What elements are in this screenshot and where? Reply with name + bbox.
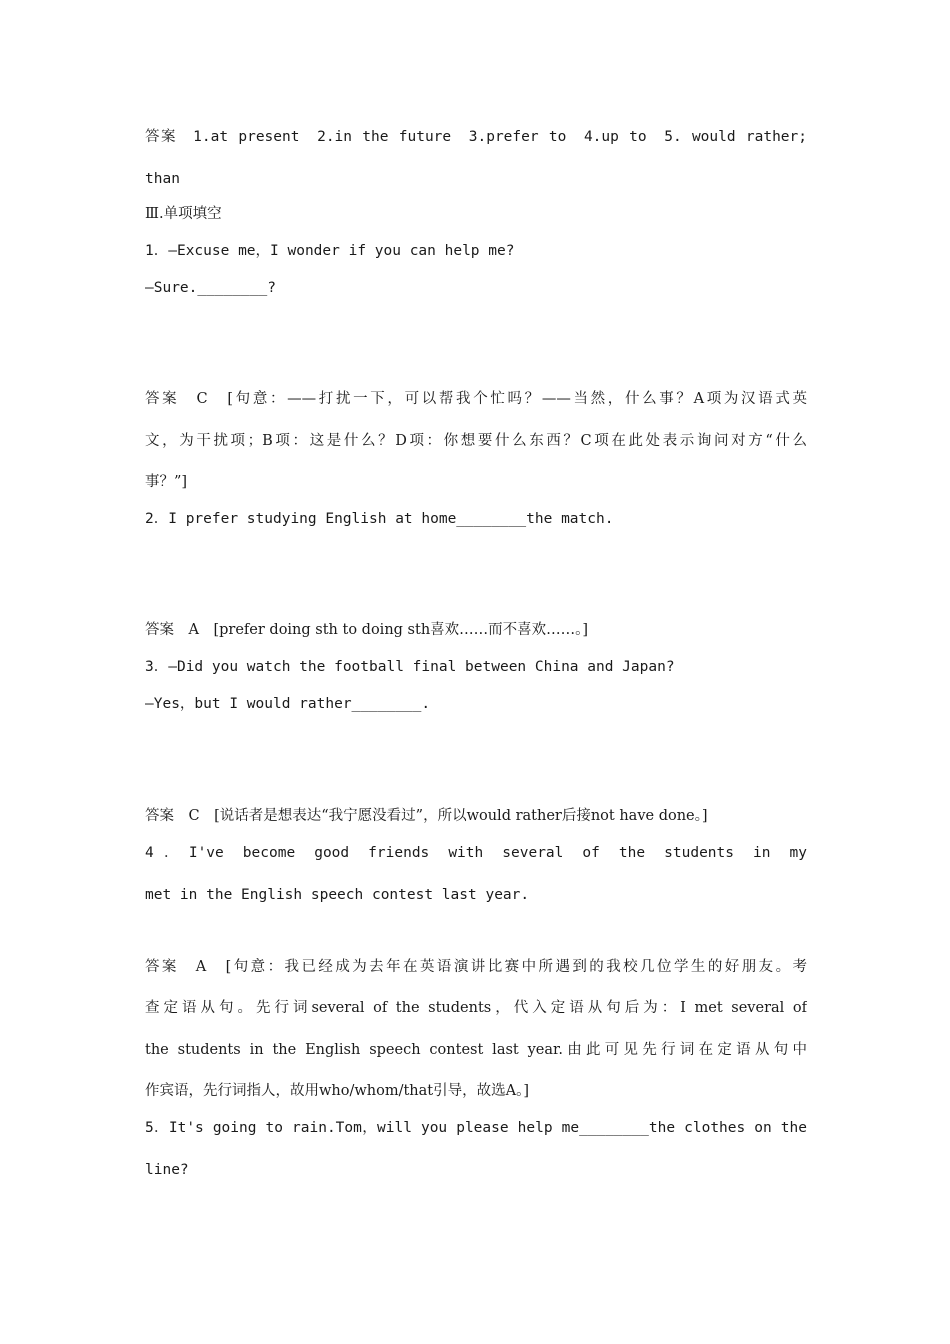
q2-stem: 2．I prefer studying English at home________the match.	[145, 511, 614, 527]
q1-stem2: —Sure.________?	[145, 280, 276, 296]
q1-options-row2	[145, 352, 807, 372]
q4-answer-line2: 查定语从句。先行词several of the students，代入定语从句后为：I met several of	[145, 1000, 807, 1016]
answers-top-line1: 答案 1.at present 2.in the future 3.prefer to 4.up to 5. would rather;	[145, 129, 807, 145]
q1-stem: 1．—Excuse me，I wonder if you can help me?	[145, 243, 515, 259]
answers-top-line2: than	[145, 171, 180, 187]
q2-options-row1	[145, 546, 807, 566]
q4-answer-line4: 作宾语，先行词指人，故用who/whom/that引导，故选A。]	[145, 1083, 529, 1099]
q5-stem-line1: 5．It's going to rain.Tom，will you please help me________the clothes on the	[145, 1120, 807, 1136]
q3-stem2: —Yes，but I would rather________.	[145, 696, 431, 712]
q3-stem: 3．—Did you watch the football final between China and Japan?	[145, 659, 675, 675]
q4-options-row	[145, 920, 807, 940]
q5-options-row	[145, 1195, 807, 1215]
q4-stem-line2: met in the English speech contest last year.	[145, 887, 530, 903]
q2-options-row2	[145, 583, 807, 603]
q5-stem-line2: line?	[145, 1162, 189, 1178]
q3-options-row2	[145, 768, 807, 788]
q1-answer-line1: 答案 C [句意：——打扰一下，可以帮我个忙吗？——当然，什么事？A项为汉语式英	[145, 391, 807, 407]
q4-stem-line1: 4．I've become good friends with several of the students in my	[145, 845, 807, 861]
q3-options-row1	[145, 731, 807, 751]
q2-answer: 答案 A [prefer doing sth to doing sth喜欢……而不喜欢……。]	[145, 622, 589, 638]
q4-answer-line3: the students in the English speech contest last year.由此可见先行词在定语从句中	[145, 1042, 807, 1058]
q4-answer-line1: 答案 A [句意：我已经成为去年在英语演讲比赛中所遇到的我校几位学生的好朋友。考	[145, 959, 807, 975]
q1-answer-line2: 文，为干扰项；B项：这是什么？D项：你想要什么东西？C项在此处表示询问对方“什么	[145, 433, 807, 449]
section-title: Ⅲ.单项填空	[145, 206, 222, 222]
q1-answer-line3: 事？”]	[145, 474, 188, 490]
q1-options-row1	[145, 315, 807, 335]
q3-answer: 答案 C [说话者是想表达“我宁愿没看过”，所以would rather后接not have done。]	[145, 808, 708, 824]
